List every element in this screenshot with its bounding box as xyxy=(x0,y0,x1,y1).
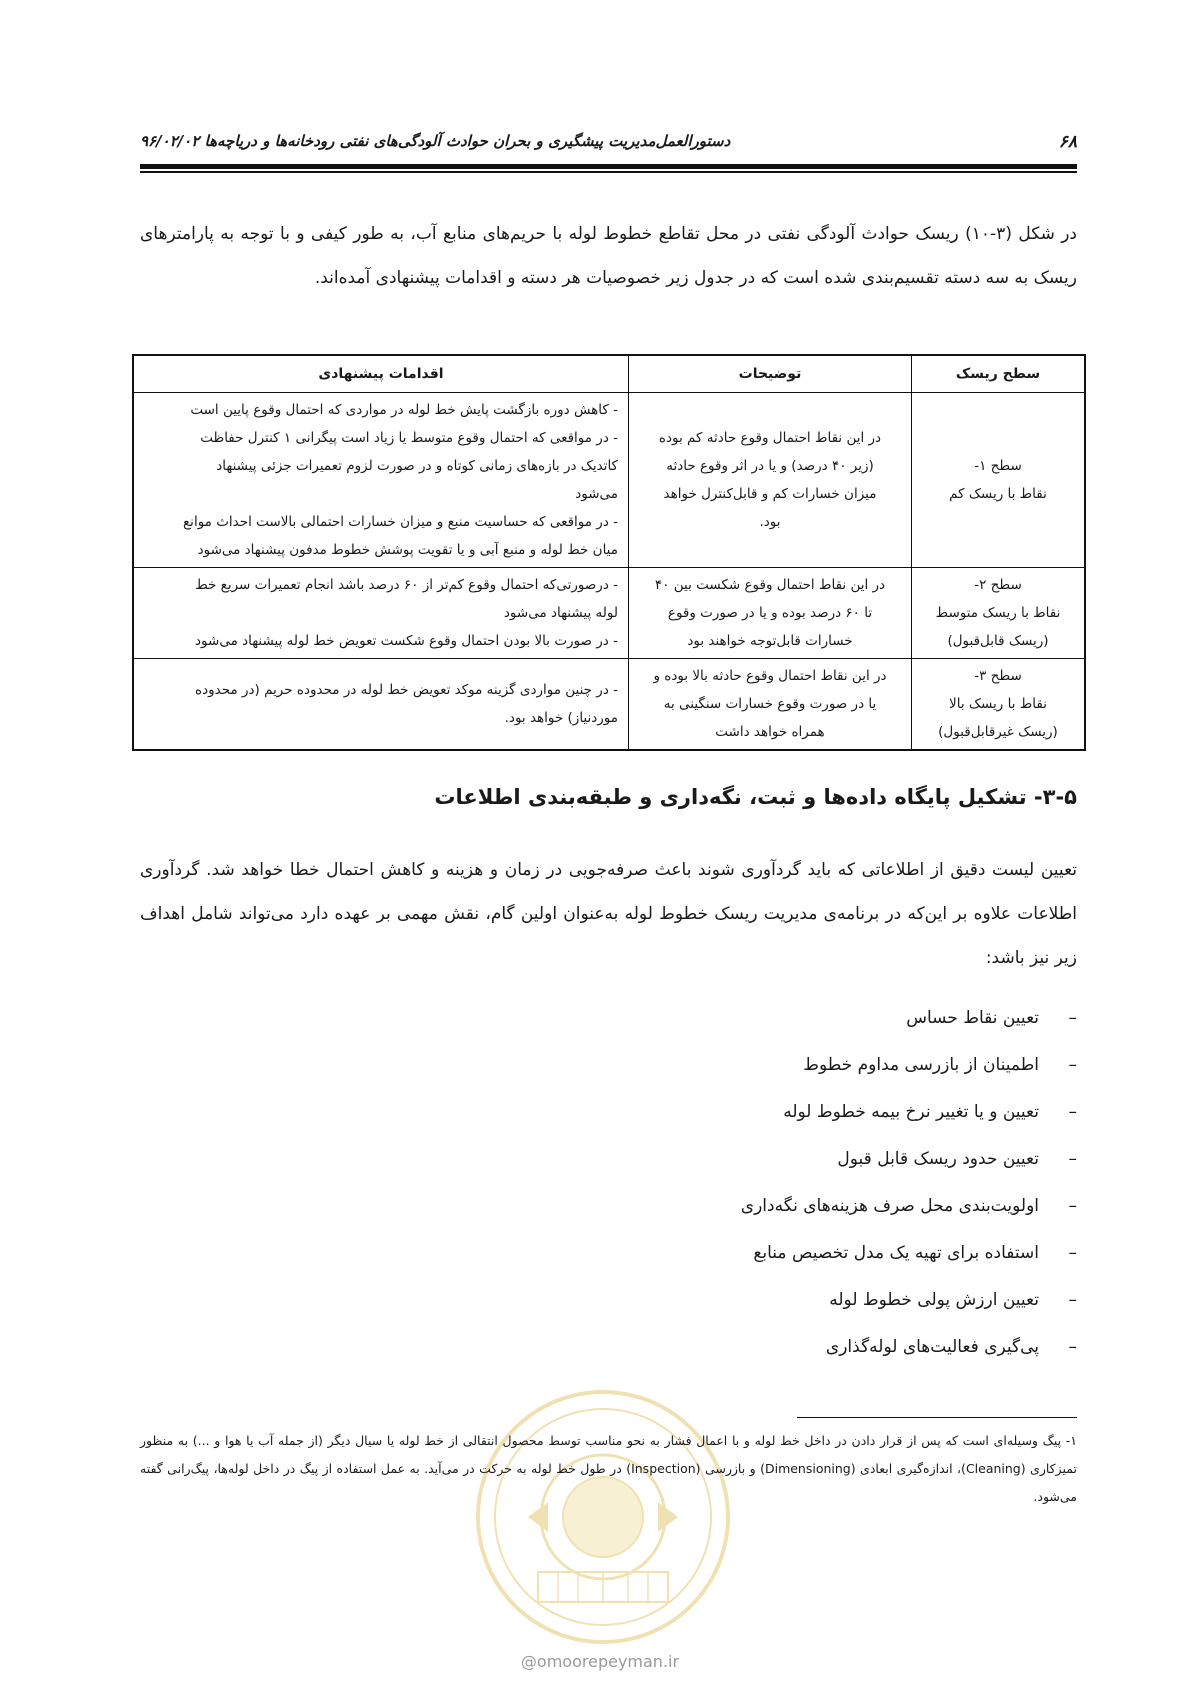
cell-line: موردنیاز) خواهد بود. xyxy=(504,710,618,726)
list-item-text: اولویت‌بندی محل صرف هزینه‌های نگه‌داری xyxy=(740,1196,1039,1216)
list-item xyxy=(741,1042,1077,1089)
risk-table-body xyxy=(133,393,1085,751)
list-item-text: استفاده برای تهیه یک مدل تخصیص منابع xyxy=(753,1243,1039,1263)
risk-level-cell xyxy=(912,568,1086,659)
cell-line: لوله پیشنهاد می‌شود xyxy=(503,605,618,621)
list-item-text: تعیین و یا تغییر نرخ بیمه خطوط لوله xyxy=(783,1102,1039,1122)
header-rule-thick xyxy=(140,164,1077,169)
table-row xyxy=(133,393,1085,568)
footnote-rule xyxy=(797,1417,1077,1418)
list-item-text: تعیین ارزش پولی خطوط لوله xyxy=(829,1290,1039,1310)
risk-table xyxy=(132,354,1086,751)
cell-line: - در صورت بالا بودن احتمال وقوع شکست تعویض خط لوله پیشنهاد می‌شود xyxy=(195,633,618,649)
cell-line: سطح ۲- xyxy=(974,577,1022,593)
cell-line: - در مواقعی که احتمال وقوع متوسط یا زیاد است پیگرانی ۱ کنترل حفاظت xyxy=(200,430,618,446)
table-header-row xyxy=(133,355,1085,393)
cell-line: سطح ۳- xyxy=(974,668,1022,684)
bullet-dash: – xyxy=(1068,1243,1077,1263)
list-item-text: پی‌گیری فعالیت‌های لوله‌گذاری xyxy=(825,1337,1039,1357)
list-item xyxy=(741,1324,1077,1371)
cell-line: نقاط با ریسک بالا xyxy=(949,696,1047,712)
seal-watermark-icon xyxy=(468,1382,738,1652)
list-item xyxy=(741,1136,1077,1183)
cell-line: خسارات قابل‌توجه خواهند بود xyxy=(687,633,853,649)
risk-level-cell xyxy=(912,659,1086,751)
running-title: دستورالعمل‌مدیریت پیشگیری و بحران حوادث آلودگی‌های نفتی رودخانه‌ها و دریاچه‌ها ۹۶/۰۲/۰۲ xyxy=(140,132,731,150)
header-actions: اقدامات پیشنهادی xyxy=(133,355,629,393)
cell-line: (زیر ۴۰ درصد) و یا در اثر وقوع حادثه xyxy=(666,458,874,474)
bullet-dash: – xyxy=(1068,1055,1077,1075)
bullet-dash: – xyxy=(1068,1008,1077,1028)
cell-line: - درصورتی‌که احتمال وقوع کم‌تر از ۶۰ درصد باشد انجام تعمیرات سریع خط xyxy=(195,577,618,593)
header-description: توضیحات xyxy=(629,355,912,393)
description-cell xyxy=(629,568,912,659)
risk-level-cell xyxy=(912,393,1086,568)
page-number: ۶۸ xyxy=(1058,132,1077,152)
cell-line: بود. xyxy=(759,514,781,530)
cell-line: یا در صورت وقوع خسارات سنگینی به xyxy=(663,696,877,712)
list-item-text: تعیین حدود ریسک قابل قبول xyxy=(837,1149,1039,1169)
cell-line: - کاهش دوره بازگشت پایش خط لوله در مواردی که احتمال وقوع پایین است xyxy=(190,402,618,418)
cell-line: میان خط لوله و منبع آبی و یا تقویت پوشش خطوط مدفون پیشنهاد می‌شود xyxy=(197,542,618,558)
cell-line: می‌شود xyxy=(575,486,618,502)
cell-line: در این نقاط احتمال وقوع حادثه کم بوده xyxy=(658,430,882,446)
table-row xyxy=(133,659,1085,751)
cell-line: در این نقاط احتمال وقوع شکست بین ۴۰ xyxy=(654,577,886,593)
list-item xyxy=(741,1277,1077,1324)
goals-list xyxy=(741,995,1077,1371)
bullet-dash: – xyxy=(1068,1149,1077,1169)
page-header xyxy=(140,132,1077,156)
cell-line: سطح ۱- xyxy=(974,458,1022,474)
table-row xyxy=(133,568,1085,659)
watermark-text: @omoorepeyman.ir xyxy=(520,1652,680,1671)
cell-line: تا ۶۰ درصد بوده و یا در صورت وقوع xyxy=(667,605,873,621)
section-paragraph: تعیین لیست دقیق از اطلاعاتی که باید گردآوری شوند باعث صرفه‌جویی در زمان و هزینه و کاهش احتمال خطا خواهد شد. گردآوری اطلاعات علاوه بر این‌که در برنامه‌ی مدیریت ریسک خطوط لوله به‌عنوان اولین گام، نقش مهمی بر عهده دارد می‌تواند شامل اهداف زیر نیز باشد: xyxy=(140,860,1077,968)
cell-line: در این نقاط احتمال وقوع حادثه بالا بوده و xyxy=(653,668,887,684)
cell-line: - در چنین مواردی گزینه موکد تعویض خط لوله در محدوده حریم (در محدوده xyxy=(195,682,618,698)
bullet-dash: – xyxy=(1068,1337,1077,1357)
cell-line: (ریسک قابل‌قبول) xyxy=(947,633,1049,649)
actions-cell xyxy=(133,393,629,568)
footnote: ۱- پیگ وسیله‌ای است که پس از قرار دادن در داخل خط لوله و با اعمال فشار به نحو مناسب توسط محصول انتقالی از خط لوله یا سیال دیگر (از جمله آب یا هوا و ...) به منظور تمیزکاری (Cleaning)، اندازه‌گیری ابعادی (Dimensioning) و بازرسی (Inspection) در طول خط لوله به حرکت در می‌آید. به عمل استفاده از پیگ در داخل لوله‌ها، پیگ‌رانی گفته می‌شود. xyxy=(140,1433,1078,1504)
list-item xyxy=(741,1230,1077,1277)
list-item xyxy=(741,1183,1077,1230)
cell-line: کاتدیک در بازه‌های زمانی کوتاه و در صورت لزوم تعمیرات جزئی پیشنهاد xyxy=(216,458,618,474)
cell-line: - در مواقعی که حساسیت منبع و میزان خسارات احتمالی بالاست احداث موانع xyxy=(183,514,618,530)
intro-paragraph: در شکل (۳-۱۰) ریسک حوادث آلودگی نفتی در محل تقاطع خطوط لوله با حریم‌های منابع آب، به طور کیفی و با توجه به پارامترهای ریسک به سه دسته تقسیم‌بندی شده است که در جدول زیر خصوصیات هر دسته و اقدامات پیشنهادی آمده‌اند. xyxy=(140,224,1077,288)
list-item xyxy=(741,1089,1077,1136)
header-rule-thin xyxy=(140,171,1077,173)
bullet-dash: – xyxy=(1068,1290,1077,1310)
cell-line: نقاط با ریسک متوسط xyxy=(935,605,1061,621)
cell-line: میزان خسارات کم و قابل‌کنترل خواهد xyxy=(663,486,877,502)
description-cell xyxy=(629,393,912,568)
list-item xyxy=(741,995,1077,1042)
actions-cell xyxy=(133,568,629,659)
cell-line: همراه خواهد داشت xyxy=(715,724,825,740)
header-risk-level: سطح ریسک xyxy=(912,355,1086,393)
list-item-text: اطمینان از بازرسی مداوم خطوط xyxy=(803,1055,1039,1075)
section-title: ۳-۵- تشکیل پایگاه داده‌ها و ثبت، نگه‌داری و طبقه‌بندی اطلاعات xyxy=(434,785,1077,809)
actions-cell xyxy=(133,659,629,751)
description-cell xyxy=(629,659,912,751)
list-item-text: تعیین نقاط حساس xyxy=(906,1008,1039,1028)
cell-line: نقاط با ریسک کم xyxy=(949,486,1047,502)
bullet-dash: – xyxy=(1068,1102,1077,1122)
cell-line: (ریسک غیرقابل‌قبول) xyxy=(938,724,1058,740)
bullet-dash: – xyxy=(1068,1196,1077,1216)
